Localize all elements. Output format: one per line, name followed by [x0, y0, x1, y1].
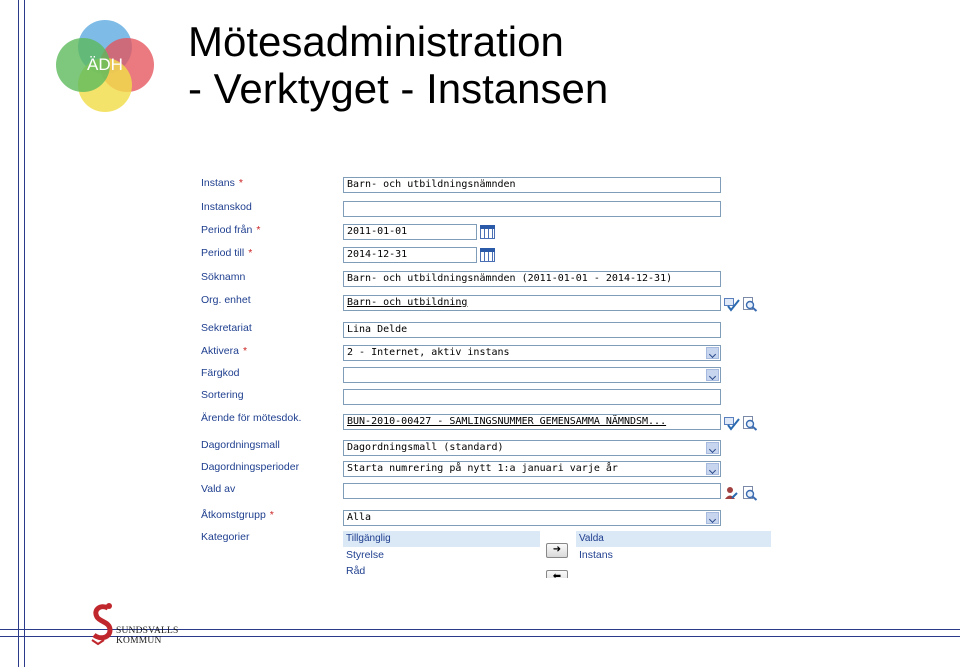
- instance-form: [196, 170, 771, 578]
- user-select-icon[interactable]: [724, 486, 740, 501]
- sekretariat-field[interactable]: Lina Delde: [343, 322, 721, 338]
- list-item[interactable]: Råd: [346, 565, 366, 577]
- slide-title: [188, 18, 608, 112]
- selected-header: Valda: [576, 531, 771, 547]
- left-rule-1: [18, 0, 19, 667]
- search-icon[interactable]: [742, 297, 758, 312]
- label-org-enhet: Org. enhet: [201, 294, 251, 306]
- atkomstgrupp-select[interactable]: Alla: [343, 510, 721, 526]
- left-rule-2: [24, 0, 25, 667]
- check-select-icon[interactable]: [724, 297, 740, 312]
- instans-field[interactable]: Barn- och utbildningsnämnden: [343, 177, 721, 193]
- label-period-fran: Period från *: [201, 224, 261, 236]
- available-header: Tillgänglig: [343, 531, 540, 547]
- label-dagordningsperioder: Dagordningsperioder: [201, 461, 300, 473]
- selected-categories-list[interactable]: [576, 531, 771, 578]
- chevron-down-icon[interactable]: [706, 442, 719, 454]
- sundsvall-crest-logo: [88, 600, 118, 648]
- aktivera-select[interactable]: 2 - Internet, aktiv instans: [343, 345, 721, 361]
- chevron-down-icon[interactable]: [706, 463, 719, 475]
- label-sekretariat: Sekretariat: [201, 322, 252, 334]
- sortering-field[interactable]: [343, 389, 721, 405]
- dagordningsmall-select[interactable]: Dagordningsmall (standard): [343, 440, 721, 456]
- label-dagordningsmall: Dagordningsmall: [201, 439, 280, 451]
- label-period-till: Period till *: [201, 247, 253, 259]
- org-enhet-field[interactable]: Barn- och utbildning: [343, 295, 721, 311]
- label-soknamn: Söknamn: [201, 271, 246, 283]
- label-aktivera: Aktivera *: [201, 345, 248, 357]
- list-item[interactable]: Instans: [579, 549, 613, 561]
- period-fran-field[interactable]: 2011-01-01: [343, 224, 477, 240]
- logo-text: ÄDH: [87, 55, 123, 74]
- fargkod-select[interactable]: [343, 367, 721, 383]
- org-name-line-1: SUNDSVALLS: [116, 626, 179, 636]
- search-icon[interactable]: [742, 416, 758, 431]
- adh-logo: [55, 15, 155, 115]
- dagordningsperioder-select[interactable]: Starta numrering på nytt 1:a januari varje år: [343, 461, 721, 477]
- period-till-field[interactable]: 2014-12-31: [343, 247, 477, 263]
- list-item[interactable]: Styrelse: [346, 549, 384, 561]
- available-categories-list[interactable]: [343, 531, 540, 578]
- label-fargkod: Färgkod: [201, 367, 240, 379]
- soknamn-field[interactable]: Barn- och utbildningsnämnden (2011-01-01 - 2014-12-31): [343, 271, 721, 287]
- title-line-2: - Verktyget - Instansen: [188, 65, 609, 112]
- search-icon[interactable]: [742, 486, 758, 501]
- label-vald-av: Vald av: [201, 483, 236, 495]
- add-category-button[interactable]: ➜: [546, 543, 568, 558]
- remove-category-button[interactable]: ⬅: [546, 570, 568, 578]
- label-kategorier: Kategorier: [201, 531, 250, 543]
- label-atkomstgrupp: Åtkomstgrupp *: [201, 509, 274, 521]
- calendar-icon[interactable]: [480, 225, 495, 239]
- chevron-down-icon[interactable]: [706, 347, 719, 359]
- label-instanskod: Instanskod: [201, 201, 252, 213]
- chevron-down-icon[interactable]: [706, 369, 719, 381]
- org-name-line-2: KOMMUN: [116, 636, 162, 646]
- vald-av-field[interactable]: [343, 483, 721, 499]
- instanskod-field[interactable]: [343, 201, 721, 217]
- label-sortering: Sortering: [201, 389, 244, 401]
- label-instans: Instans *: [201, 177, 243, 189]
- check-select-icon[interactable]: [724, 416, 740, 431]
- chevron-down-icon[interactable]: [706, 512, 719, 524]
- arende-field[interactable]: BUN-2010-00427 - SAMLINGSNUMMER GEMENSAMMA NÄMNDSM...: [343, 414, 721, 430]
- label-arende: Ärende för mötesdok.: [201, 412, 302, 424]
- calendar-icon[interactable]: [480, 248, 495, 262]
- title-line-1: Mötesadministration: [188, 18, 564, 65]
